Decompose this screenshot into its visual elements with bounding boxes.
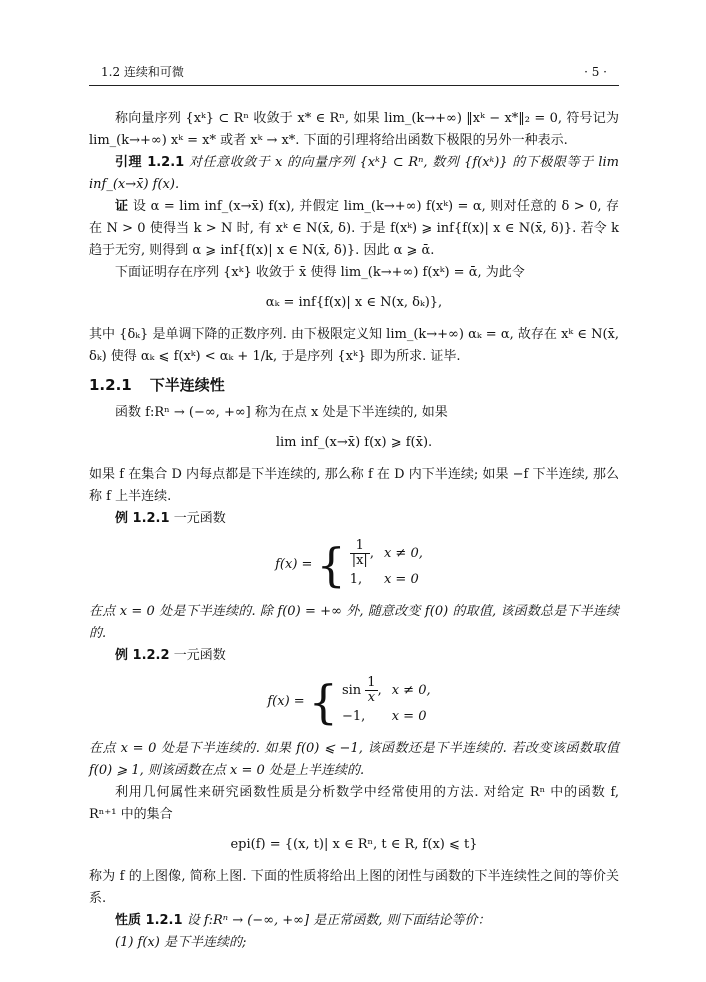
example-2-label: 例 1.2.2 [115, 648, 170, 663]
paragraph-sequence: 下面证明存在序列 {xᵏ} 收敛于 x̄ 使得 lim_(k→+∞) f(xᵏ) = ᾱ, 为此令 [115, 265, 525, 280]
ex2-num: 1 [367, 675, 376, 690]
property [89, 910, 619, 932]
lemma [89, 152, 619, 196]
lemma-text: 对任意收敛于 x 的向量序列 {xᵏ} ⊂ Rⁿ, 数列 {f(xᵏ)} 的下极限等于 lim inf_(x→x̄) f(x). [89, 155, 619, 192]
page-body [89, 108, 619, 954]
ex1-lhs: f(x) = [275, 556, 313, 572]
example-2-text: 在点 x = 0 处是下半连续的. 如果 f(0) ⩽ −1, 该函数还是下半连续的. 若改变该函数取值 f(0) ⩾ 1, 则该函数在点 x = 0 处是上半连续的. [89, 741, 619, 778]
lemma-label: 引理 1.2.1 [115, 155, 185, 170]
proof-label: 证 [115, 199, 129, 214]
example-1 [89, 508, 619, 530]
ex1-cond-2: x = 0 [383, 572, 419, 587]
example-2 [89, 645, 619, 667]
running-header [89, 62, 619, 86]
ex2-case-2: −1, [341, 709, 366, 724]
ex2-cond-2: x = 0 [391, 709, 427, 724]
proof [89, 196, 619, 262]
example-1-text: 在点 x = 0 处是下半连续的. 除 f(0) = +∞ 外, 随意改变 f(0) 的取值, 该函数总是下半连续的. [89, 604, 619, 641]
equation-liminf: lim inf_(x→x̄) f(x) ⩾ f(x̄). [275, 435, 433, 450]
ex1-num: 1 [350, 539, 370, 554]
property-label: 性质 1.2.1 [115, 913, 183, 928]
property-text: 设 f:Rⁿ → (−∞, +∞] 是正常函数, 则下面结论等价： [186, 913, 491, 928]
paragraph-epigraph-intro: 利用几何属性来研究函数性质是分析数学中经常使用的方法. 对给定 Rⁿ 中的函数 f, Rⁿ⁺¹ 中的集合 [89, 785, 619, 822]
equation-example-1: f(x) = { $\frac{1}{|x|}$ , x ≠ 0, 1, x = 0 [89, 538, 619, 591]
paragraph-proof-end: 其中 {δₖ} 是单调下降的正数序列. 由下极限定义知 lim_(k→+∞) αₖ = α, 故存在 xᵏ ∈ N(x̄, δₖ) 使得 αₖ ⩽ f(xᵏ) < αₖ + 1/k, 于是序列 {xᵏ} 即为所求. 证毕. [89, 327, 619, 364]
example-1-intro: 一元函数 [173, 511, 226, 526]
paragraph-usc-def: 如果 f 在集合 D 内每点都是下半连续的, 那么称 f 在 D 内下半连续; 如果 −f 下半连续, 那么称 f 上半连续. [89, 467, 619, 504]
ex1-cond-1: x ≠ 0, [383, 545, 423, 561]
left-brace: { [308, 674, 338, 729]
paragraph-convergence: 称向量序列 {xᵏ} ⊂ Rⁿ 收敛于 x* ∈ Rⁿ, 如果 lim_(k→+∞) ‖xᵏ − x*‖₂ = 0, 符号记为 lim_(k→+∞) xᵏ = x* 或者 xᵏ → x*. 下面的引理将给出函数下极限的另外一种表示. [89, 111, 619, 148]
chapter-section-title: 1.2 连续和可微 [101, 65, 184, 79]
paragraph-epigraph-def: 称为 f 的上图像, 简称上图. 下面的性质将给出上图的闭性与函数的下半连续性之间的等价关系. [89, 869, 619, 906]
proof-text: 设 α = lim inf_(x→x̄) f(x), 并假定 lim_(k→+∞) f(xᵏ) = α, 则对任意的 δ > 0, 存在 N > 0 使得当 k > N 时, 有 xᵏ ∈ N(x̄, δ). 于是 f(xᵏ) ⩾ inf{f(x)| x ∈ N(x̄, δ)}. 若令 k 趋于无穷, 则得到 α ⩾ inf{f(x)| x ∈ N(x̄, δ)}. 因此 α ⩾ ᾱ. [89, 199, 619, 258]
property-item-1: (1) f(x) 是下半连续的; [115, 935, 247, 950]
page-number: · 5 · [584, 65, 607, 79]
section-title: 下半连续性 [149, 376, 225, 394]
equation-example-2: f(x) = { sin $\frac{1}{x}$ , x ≠ 0, −1, x = 0 [89, 675, 619, 728]
ex2-sin: sin [341, 683, 362, 698]
ex2-lhs: f(x) = [267, 693, 305, 709]
ex2-cond-1: x ≠ 0, [391, 682, 431, 698]
book-page [89, 62, 619, 954]
ex1-den: |x| [351, 553, 368, 568]
example-2-intro: 一元函数 [173, 648, 226, 663]
ex2-den: x [367, 690, 376, 705]
ex1-case-2: 1, [349, 572, 363, 587]
equation-alpha-k: αₖ = inf{f(x)| x ∈ N(x, δₖ)}, [265, 295, 443, 310]
section-heading [89, 374, 619, 396]
section-number: 1.2.1 [89, 376, 132, 394]
paragraph-lsc-def: 函数 f:Rⁿ → (−∞, +∞] 称为在点 x 处是下半连续的, 如果 [115, 405, 448, 420]
left-brace: { [316, 537, 346, 592]
example-1-label: 例 1.2.1 [115, 511, 170, 526]
equation-epigraph: epi(f) = {(x, t)| x ∈ Rⁿ, t ∈ R, f(x) ⩽ t} [230, 837, 478, 852]
